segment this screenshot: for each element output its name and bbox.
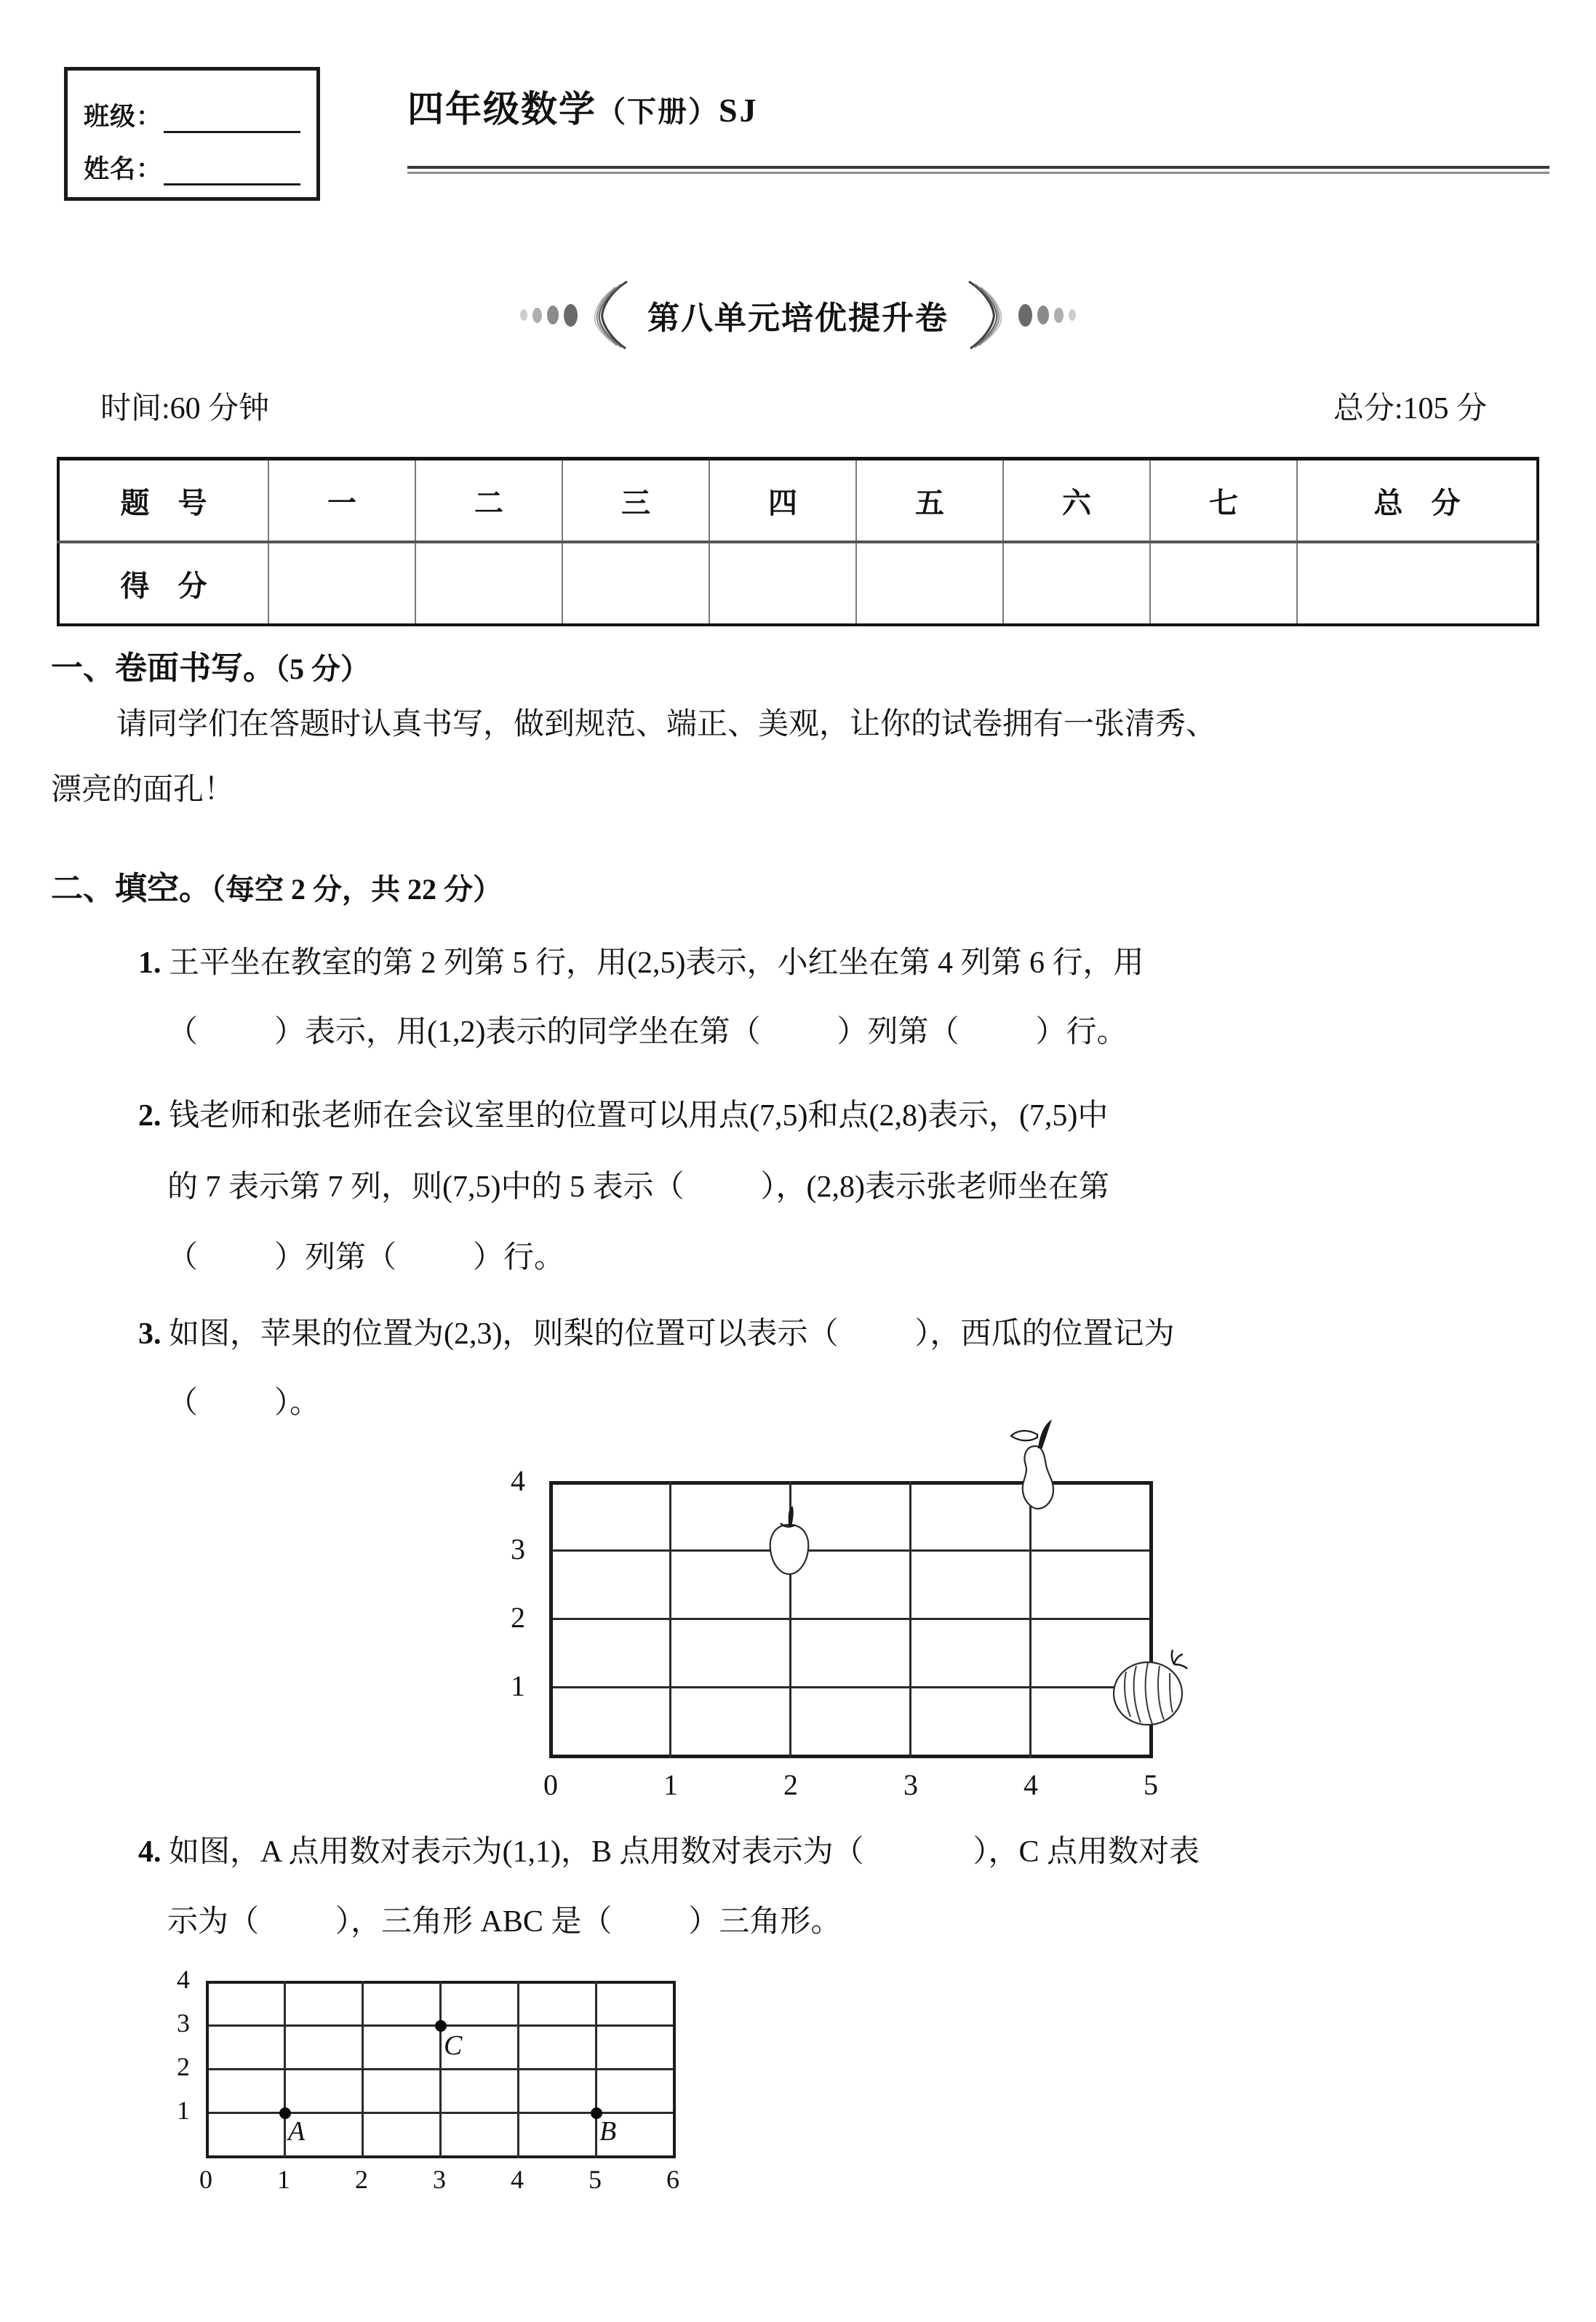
question-4-text-2a: 示为（ bbox=[167, 1905, 260, 1939]
x-tick-label: 3 bbox=[433, 2165, 446, 2194]
grid-line-v bbox=[909, 1481, 911, 1758]
dot-icon bbox=[547, 306, 559, 324]
dot-icon bbox=[520, 309, 527, 321]
question-1-text-2d: ）行。 bbox=[1035, 1016, 1128, 1049]
x-tick-label: 5 bbox=[1144, 1768, 1158, 1801]
grid-line-h bbox=[549, 1686, 1152, 1688]
table-row-scores bbox=[58, 542, 1538, 625]
x-tick-label: 0 bbox=[199, 2165, 212, 2194]
question-4-text-1b: ），C 点用数对表 bbox=[973, 1835, 1200, 1869]
col-header-7: 七 bbox=[1150, 459, 1297, 543]
section-1-body-line-2: 漂亮的面孔！ bbox=[51, 773, 235, 807]
total-points-label: 总分:105 分 bbox=[1333, 392, 1487, 426]
score-cell-7[interactable] bbox=[1150, 542, 1297, 625]
grid-line-v bbox=[517, 1981, 519, 2158]
grid-line-v bbox=[362, 1981, 364, 2158]
score-cell-2[interactable] bbox=[415, 542, 562, 625]
score-cell-5[interactable] bbox=[856, 542, 1003, 625]
y-tick-label: 2 bbox=[511, 1601, 525, 1634]
grid-line-v bbox=[549, 1481, 553, 1758]
y-tick-label: 4 bbox=[511, 1464, 525, 1497]
col-header-5: 五 bbox=[856, 459, 1003, 543]
section-1-points: （5 分） bbox=[275, 653, 370, 685]
question-2-line-3 bbox=[167, 1233, 564, 1277]
row-label-question-number: 题 号 bbox=[58, 459, 268, 543]
x-tick-label: 1 bbox=[663, 1768, 678, 1801]
unit-subtitle: 第八单元培优提升卷 bbox=[647, 300, 949, 336]
subtitle-band bbox=[0, 280, 1596, 350]
question-2-line-1 bbox=[138, 1091, 1108, 1135]
question-1-line-1 bbox=[138, 938, 1144, 982]
col-header-3: 三 bbox=[562, 459, 709, 543]
name-label: 姓名： bbox=[84, 155, 163, 183]
question-3-text-1a: 如图，苹果的位置为(2,3)，则梨的位置可以表示（ bbox=[169, 1317, 839, 1351]
x-tick-label: 2 bbox=[783, 1768, 798, 1801]
section-2-title: 二、填空。 bbox=[51, 871, 211, 906]
student-info-box bbox=[64, 67, 320, 201]
watermelon-icon bbox=[1104, 1643, 1195, 1733]
grid-line-v bbox=[595, 1981, 597, 2158]
grid-line-h bbox=[549, 1549, 1152, 1552]
ornament-dots-right bbox=[1018, 304, 1076, 327]
question-4-line-1 bbox=[138, 1827, 1200, 1871]
question-4-line-2 bbox=[167, 1897, 841, 1941]
y-tick-label: 3 bbox=[511, 1533, 525, 1565]
class-input-line[interactable] bbox=[164, 109, 300, 133]
question-2-text-2a: 的 7 表示第 7 列，则(7,5)中的 5 表示（ bbox=[167, 1170, 685, 1204]
title-divider bbox=[407, 166, 1549, 174]
score-cell-6[interactable] bbox=[1003, 542, 1150, 625]
question-4-text-1a: 如图，A 点用数对表示为(1,1)，B 点用数对表示为（ bbox=[169, 1835, 864, 1869]
name-input-line[interactable] bbox=[164, 161, 300, 185]
question-3-line-1 bbox=[138, 1309, 1175, 1353]
class-field-row bbox=[84, 97, 300, 133]
col-header-6: 六 bbox=[1003, 459, 1150, 543]
point-label-a: A bbox=[288, 2116, 306, 2147]
left-bracket-ornament-icon bbox=[589, 280, 636, 350]
question-2-line-2 bbox=[167, 1162, 1109, 1206]
section-2-points: （每空 2 分，共 22 分） bbox=[211, 873, 502, 906]
question-1-text-2b: ）表示，用(1,2)表示的同学坐在第（ bbox=[274, 1016, 761, 1049]
point-label-c: C bbox=[444, 2030, 463, 2061]
y-tick-label: 2 bbox=[177, 2052, 190, 2081]
x-tick-label: 5 bbox=[588, 2165, 602, 2194]
question-2-number: 2. bbox=[138, 1099, 161, 1133]
x-tick-label: 4 bbox=[1024, 1768, 1038, 1801]
score-table bbox=[57, 457, 1539, 626]
question-3-text-2b: ）。 bbox=[274, 1387, 321, 1420]
question-2-text-3a: （ bbox=[167, 1241, 199, 1274]
grid-line-v bbox=[284, 1981, 286, 2158]
question-1-text-1: 王平坐在教室的第 2 列第 5 行，用(2,5)表示，小红坐在第 4 列第 6 行，用 bbox=[169, 946, 1144, 980]
question-1-text-2c: ）列第（ bbox=[837, 1016, 959, 1049]
dot-icon bbox=[1037, 306, 1049, 324]
section-heading-2 bbox=[51, 862, 502, 909]
y-tick-label: 1 bbox=[511, 1669, 525, 1702]
row-label-score: 得 分 bbox=[58, 542, 268, 625]
question-3-text-1b: ），西瓜的位置记为 bbox=[914, 1317, 1175, 1351]
pear-icon bbox=[995, 1417, 1075, 1512]
question-3-number: 3. bbox=[138, 1317, 161, 1351]
grid-line-v bbox=[669, 1481, 671, 1758]
col-header-2: 二 bbox=[415, 459, 562, 543]
page-title bbox=[407, 80, 1208, 132]
question-1-line-2 bbox=[167, 1008, 1128, 1051]
divider-line-light bbox=[407, 172, 1549, 174]
title-main-text: 四年级数学 bbox=[407, 89, 596, 129]
apple-icon bbox=[753, 1504, 826, 1584]
point-label-b: B bbox=[599, 2116, 617, 2147]
x-tick-label: 3 bbox=[903, 1768, 918, 1801]
grid-line-v bbox=[673, 1981, 676, 2158]
x-tick-label: 6 bbox=[666, 2165, 679, 2194]
y-tick-label: 1 bbox=[177, 2096, 190, 2125]
score-cell-3[interactable] bbox=[562, 542, 709, 625]
exam-meta-row bbox=[0, 384, 1596, 428]
question-3-line-2 bbox=[167, 1379, 320, 1422]
score-cell-total[interactable] bbox=[1297, 542, 1538, 625]
x-tick-label: 2 bbox=[355, 2165, 368, 2194]
class-label: 班级： bbox=[84, 103, 163, 131]
title-code-text: SJ bbox=[719, 92, 759, 129]
grid-line-v bbox=[1029, 1481, 1032, 1758]
divider-line-dark bbox=[407, 166, 1549, 169]
time-limit-label: 时间:60 分钟 bbox=[100, 392, 270, 426]
col-header-1: 一 bbox=[268, 459, 415, 543]
question-4-text-2c: ）三角形。 bbox=[688, 1905, 842, 1939]
grid-line-v bbox=[206, 1981, 209, 2158]
question-2-text-3c: ）行。 bbox=[473, 1241, 565, 1274]
dot-icon bbox=[564, 304, 578, 327]
grid-line-h bbox=[549, 1618, 1152, 1620]
dot-icon bbox=[1018, 304, 1032, 327]
question-1-text-2a: （ bbox=[167, 1016, 199, 1049]
question-2-text-2b: ），(2,8)表示张老师坐在第 bbox=[760, 1170, 1109, 1204]
score-cell-4[interactable] bbox=[709, 542, 856, 625]
question-3-text-2a: （ bbox=[167, 1387, 199, 1420]
y-tick-label: 4 bbox=[177, 1965, 190, 1994]
section-1-body-line-1: 请同学们在答题时认真书写，做到规范、端正、美观，让你的试卷拥有一张清秀、 bbox=[116, 708, 1217, 741]
dot-icon bbox=[532, 308, 542, 323]
section-1-title: 一、卷面书写。 bbox=[51, 650, 275, 686]
dot-icon bbox=[1054, 308, 1064, 323]
grid-line-h bbox=[549, 1755, 1152, 1758]
y-tick-label: 3 bbox=[177, 2008, 190, 2038]
question-1-number: 1. bbox=[138, 946, 161, 980]
x-tick-label: 0 bbox=[543, 1768, 558, 1801]
name-field-row bbox=[84, 149, 300, 185]
x-tick-label: 4 bbox=[511, 2165, 524, 2194]
right-bracket-ornament-icon bbox=[960, 280, 1007, 350]
col-header-total: 总 分 bbox=[1297, 459, 1538, 543]
dot-icon bbox=[1069, 309, 1076, 321]
score-cell-1[interactable] bbox=[268, 542, 415, 625]
question-4-text-2b: ），三角形 ABC 是（ bbox=[335, 1905, 613, 1939]
x-tick-label: 1 bbox=[277, 2165, 290, 2194]
question-4-number: 4. bbox=[138, 1835, 161, 1869]
grid-line-v bbox=[439, 1981, 442, 2158]
title-volume-text: （下册） bbox=[596, 96, 719, 128]
question-2-text-1: 钱老师和张老师在会议室里的位置可以用点(7,5)和点(2,8)表示，(7,5)中 bbox=[169, 1099, 1109, 1133]
table-row-question-numbers bbox=[58, 459, 1538, 543]
ornament-dots-left bbox=[520, 304, 578, 327]
question-2-text-3b: ）列第（ bbox=[274, 1241, 397, 1274]
col-header-4: 四 bbox=[709, 459, 856, 543]
section-heading-1 bbox=[51, 642, 370, 688]
